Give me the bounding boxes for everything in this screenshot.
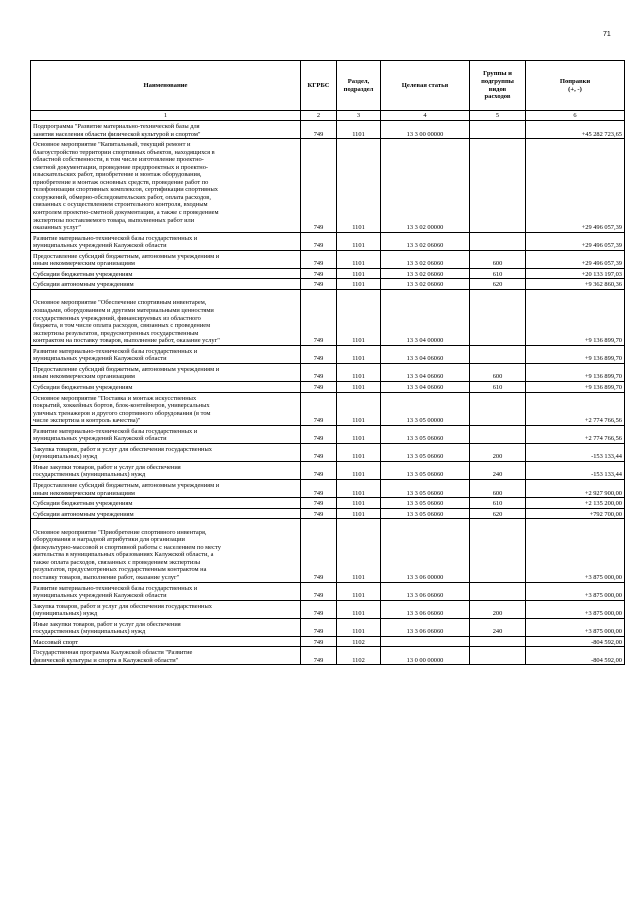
- row-razdel: 1101: [337, 498, 381, 509]
- row-expense-type: [470, 582, 526, 600]
- row-kgrbs: 749: [301, 250, 337, 268]
- row-name: Иные закупки товаров, работ и услуг для обеспечения государственных (муниципальных) нужд: [31, 618, 301, 636]
- table-body: [31, 121, 625, 665]
- row-target-article: 13 3 05 06060: [381, 461, 470, 479]
- header-name: Наименование: [31, 61, 301, 111]
- row-kgrbs: 749: [301, 121, 337, 139]
- row-target-article: 13 3 04 00000: [381, 289, 470, 345]
- row-kgrbs: 749: [301, 232, 337, 250]
- row-expense-type: [470, 392, 526, 425]
- table-row: [31, 443, 625, 461]
- row-amount: +3 875 000,00: [526, 618, 625, 636]
- row-razdel: 1101: [337, 232, 381, 250]
- row-name: Основное мероприятие "Поставка и монтаж искусственных покрытий, хоккейных бортов, блок-контейнеров, универсальных уличных тренажеров и другого спортивного оборудования (в том числе экспертиза и контроль качества)": [31, 392, 301, 425]
- row-kgrbs: 749: [301, 425, 337, 443]
- row-razdel: 1101: [337, 289, 381, 345]
- row-amount: -153 133,44: [526, 461, 625, 479]
- row-expense-type: [470, 425, 526, 443]
- row-razdel: 1101: [337, 250, 381, 268]
- row-expense-type: 610: [470, 498, 526, 509]
- row-expense-type: 200: [470, 600, 526, 618]
- row-expense-type: 610: [470, 268, 526, 279]
- column-index: 1: [31, 111, 301, 121]
- row-name: Иные закупки товаров, работ и услуг для обеспечения государственных (муниципальных) нужд: [31, 461, 301, 479]
- header-kgrbs: КГРБС: [301, 61, 337, 111]
- column-index: 3: [337, 111, 381, 121]
- row-kgrbs: 749: [301, 381, 337, 392]
- row-target-article: 13 3 02 06060: [381, 279, 470, 290]
- row-kgrbs: 749: [301, 363, 337, 381]
- row-kgrbs: 749: [301, 636, 337, 647]
- table-row: [31, 647, 625, 665]
- table-row: [31, 381, 625, 392]
- header-gruppy: Группы и подгруппы видов расходов: [470, 61, 526, 111]
- row-amount: +3 875 000,00: [526, 600, 625, 618]
- row-amount: +9 136 899,70: [526, 345, 625, 363]
- row-name: Развитие материально-технической базы государственных и муниципальных учреждений Калужской области: [31, 232, 301, 250]
- row-razdel: 1102: [337, 647, 381, 665]
- row-target-article: 13 3 05 06060: [381, 498, 470, 509]
- row-razdel: 1101: [337, 508, 381, 519]
- table-row: [31, 618, 625, 636]
- row-kgrbs: 749: [301, 461, 337, 479]
- row-amount: +9 136 899,70: [526, 289, 625, 345]
- row-razdel: 1101: [337, 139, 381, 233]
- row-target-article: 13 3 05 06060: [381, 443, 470, 461]
- row-name: Субсидии автономным учреждениям: [31, 508, 301, 519]
- row-razdel: 1102: [337, 636, 381, 647]
- row-amount: -804 592,00: [526, 636, 625, 647]
- row-name: Основное мероприятие "Обеспечение спортивным инвентарем, лошадьми, оборудованием и другими материальными ценностями государственных учреждений, финансируемых из областного бюджета, в том числе оплата расходов, связанных с проведением экспертизы результатов, предусмотренных государственным контрактом на поставку товаров, выполнение работ, оказание услуг": [31, 289, 301, 345]
- row-expense-type: 240: [470, 618, 526, 636]
- row-target-article: 13 3 02 00000: [381, 139, 470, 233]
- row-amount: +45 282 723,65: [526, 121, 625, 139]
- row-kgrbs: 749: [301, 392, 337, 425]
- row-razdel: 1101: [337, 479, 381, 497]
- row-expense-type: 620: [470, 508, 526, 519]
- row-amount: +2 135 200,00: [526, 498, 625, 509]
- row-target-article: 13 3 06 06060: [381, 618, 470, 636]
- row-expense-type: 600: [470, 479, 526, 497]
- table-row: [31, 479, 625, 497]
- row-expense-type: [470, 647, 526, 665]
- row-expense-type: [470, 121, 526, 139]
- row-target-article: 13 3 06 00000: [381, 519, 470, 582]
- row-name: Закупка товаров, работ и услуг для обеспечения государственных (муниципальных) нужд: [31, 600, 301, 618]
- row-name: Предоставление субсидий бюджетным, автономным учреждениям и иным некоммерческим организациям: [31, 250, 301, 268]
- column-index: 6: [526, 111, 625, 121]
- row-name: Основное мероприятие "Капитальный, текущий ремонт и благоустройство территории спортивных объектов, находящихся в областной собственности, в том числе изготовление проектно- сметной документации, проведение предпроектных и проектно- изыскательских работ, приобретение и монтаж оборудования, приобретение и монтаж основных средств, проведение работ по телефонизации спортивных комплексов, сертификации спортивных сооружений, обмерно-обследовательских работ, оплата расходов, связанных с осуществлением строительного контроля, входным контролем проектно-сметной документации, а также с проведением экспертизы поставляемого товара, выполненных работ или оказанных услуг": [31, 139, 301, 233]
- row-razdel: 1101: [337, 519, 381, 582]
- row-target-article: 13 3 00 00000: [381, 121, 470, 139]
- row-name: Субсидии бюджетным учреждениям: [31, 268, 301, 279]
- row-razdel: 1101: [337, 600, 381, 618]
- row-razdel: 1101: [337, 618, 381, 636]
- row-target-article: 13 3 02 06060: [381, 268, 470, 279]
- table-row: [31, 139, 625, 233]
- row-kgrbs: 749: [301, 443, 337, 461]
- row-target-article: 13 3 04 06060: [381, 345, 470, 363]
- row-expense-type: 620: [470, 279, 526, 290]
- row-expense-type: 240: [470, 461, 526, 479]
- row-kgrbs: 749: [301, 498, 337, 509]
- table-row: [31, 363, 625, 381]
- row-amount: +2 927 900,00: [526, 479, 625, 497]
- row-amount: -153 133,44: [526, 443, 625, 461]
- row-expense-type: 600: [470, 250, 526, 268]
- row-expense-type: 610: [470, 381, 526, 392]
- table-row: [31, 345, 625, 363]
- row-amount: +20 133 197,03: [526, 268, 625, 279]
- row-expense-type: 600: [470, 363, 526, 381]
- row-razdel: 1101: [337, 392, 381, 425]
- row-target-article: 13 3 06 06060: [381, 600, 470, 618]
- table-row: [31, 461, 625, 479]
- table-row: [31, 289, 625, 345]
- row-target-article: 13 3 05 06060: [381, 479, 470, 497]
- row-razdel: 1101: [337, 279, 381, 290]
- row-amount: +2 774 766,56: [526, 392, 625, 425]
- row-name: Закупка товаров, работ и услуг для обеспечения государственных (муниципальных) нужд: [31, 443, 301, 461]
- row-expense-type: [470, 345, 526, 363]
- row-target-article: 13 3 05 00000: [381, 392, 470, 425]
- column-index: 4: [381, 111, 470, 121]
- row-expense-type: [470, 519, 526, 582]
- row-expense-type: [470, 636, 526, 647]
- header-cel: Целевая статья: [381, 61, 470, 111]
- table-row: [31, 636, 625, 647]
- row-name: Подпрограмма "Развитие материально-технической базы для занятия населения области физической культурой и спортом": [31, 121, 301, 139]
- row-razdel: 1101: [337, 443, 381, 461]
- row-amount: +9 136 899,70: [526, 363, 625, 381]
- table-row: [31, 600, 625, 618]
- row-expense-type: [470, 232, 526, 250]
- table-row: [31, 392, 625, 425]
- row-name: Развитие материально-технической базы государственных и муниципальных учреждений Калужской области: [31, 345, 301, 363]
- page-number: 71: [603, 31, 611, 38]
- row-name: Субсидии бюджетным учреждениям: [31, 498, 301, 509]
- row-name: Субсидии автономным учреждениям: [31, 279, 301, 290]
- row-amount: +9 362 860,36: [526, 279, 625, 290]
- row-expense-type: 200: [470, 443, 526, 461]
- table-row: [31, 279, 625, 290]
- row-amount: +792 700,00: [526, 508, 625, 519]
- row-target-article: 13 3 06 06060: [381, 582, 470, 600]
- table-row: [31, 232, 625, 250]
- column-index: 5: [470, 111, 526, 121]
- row-target-article: 13 3 02 06060: [381, 232, 470, 250]
- table-row: [31, 498, 625, 509]
- row-razdel: 1101: [337, 461, 381, 479]
- row-razdel: 1101: [337, 381, 381, 392]
- row-target-article: 13 3 04 06060: [381, 381, 470, 392]
- row-amount: +29 496 057,39: [526, 250, 625, 268]
- budget-table: [30, 60, 625, 665]
- column-index: 2: [301, 111, 337, 121]
- row-kgrbs: 749: [301, 600, 337, 618]
- table-row: [31, 582, 625, 600]
- row-name: Развитие материально-технической базы государственных и муниципальных учреждений Калужской области: [31, 582, 301, 600]
- row-razdel: 1101: [337, 582, 381, 600]
- table-row: [31, 268, 625, 279]
- row-name: Предоставление субсидий бюджетным, автономным учреждениям и иным некоммерческим организациям: [31, 363, 301, 381]
- row-kgrbs: 749: [301, 289, 337, 345]
- header-razdel: Раздел, подраздел: [337, 61, 381, 111]
- row-kgrbs: 749: [301, 268, 337, 279]
- row-razdel: 1101: [337, 121, 381, 139]
- table-row: [31, 250, 625, 268]
- row-kgrbs: 749: [301, 279, 337, 290]
- row-target-article: 13 3 02 06060: [381, 250, 470, 268]
- row-kgrbs: 749: [301, 582, 337, 600]
- row-name: Массовый спорт: [31, 636, 301, 647]
- table-row: [31, 121, 625, 139]
- row-name: Субсидии бюджетным учреждениям: [31, 381, 301, 392]
- row-kgrbs: 749: [301, 618, 337, 636]
- row-amount: +2 774 766,56: [526, 425, 625, 443]
- row-amount: +3 875 000,00: [526, 519, 625, 582]
- table-row: [31, 508, 625, 519]
- row-expense-type: [470, 289, 526, 345]
- row-name: Государственная программа Калужской области "Развитие физической культуры и спорта в Калужской области": [31, 647, 301, 665]
- row-razdel: 1101: [337, 268, 381, 279]
- row-kgrbs: 749: [301, 139, 337, 233]
- row-amount: +29 496 057,39: [526, 232, 625, 250]
- row-target-article: 13 3 05 06060: [381, 508, 470, 519]
- row-razdel: 1101: [337, 345, 381, 363]
- row-kgrbs: 749: [301, 647, 337, 665]
- row-target-article: 13 3 04 06060: [381, 363, 470, 381]
- row-amount: +9 136 899,70: [526, 381, 625, 392]
- row-target-article: 13 3 05 06060: [381, 425, 470, 443]
- row-amount: +3 875 000,00: [526, 582, 625, 600]
- row-razdel: 1101: [337, 363, 381, 381]
- table-row: [31, 519, 625, 582]
- row-amount: -804 592,00: [526, 647, 625, 665]
- row-name: Развитие материально-технической базы государственных и муниципальных учреждений Калужской области: [31, 425, 301, 443]
- row-target-article: 13 0 00 00000: [381, 647, 470, 665]
- row-name: Основное мероприятие "Приобретение спортивного инвентаря, оборудования и наградной атрибутики для организации физкультурно-массовой и спортивной работы с населением по месту жительства в муниципальных образованиях Калужской области, а также оплата расходов, связанных с проведением экспертизы результатов, предусмотренных государственным контрактом на поставку товаров, выполнение работ, оказание услуг": [31, 519, 301, 582]
- header-popravki: Поправки (+, -): [526, 61, 625, 111]
- row-name: Предоставление субсидий бюджетным, автономным учреждениям и иным некоммерческим организациям: [31, 479, 301, 497]
- row-amount: +29 496 057,39: [526, 139, 625, 233]
- row-kgrbs: 749: [301, 519, 337, 582]
- row-kgrbs: 749: [301, 508, 337, 519]
- row-razdel: 1101: [337, 425, 381, 443]
- column-index-row: [31, 111, 625, 121]
- row-target-article: [381, 636, 470, 647]
- row-expense-type: [470, 139, 526, 233]
- table-row: [31, 425, 625, 443]
- row-kgrbs: 749: [301, 479, 337, 497]
- row-kgrbs: 749: [301, 345, 337, 363]
